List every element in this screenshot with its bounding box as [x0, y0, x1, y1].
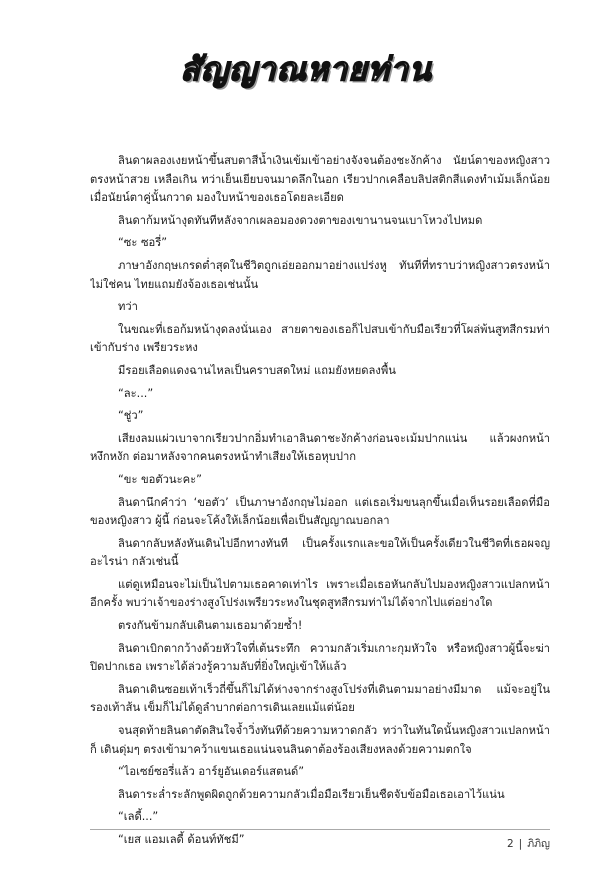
paragraph: ภาษาอังกฤษเกรดต่ำสุดในชีวิตถูกเอ่ยออกมาอย่างแปร่งหู ทันทีที่ทราบว่าหญิงสาวตรงหน้าไม่ใช่คน ไทยแถมยังจ้องเธอเช่นนั้น: [90, 258, 550, 291]
paragraph: ลินดากลับหลังหันเดินไปอีกทางทันที เป็นครั้งแรกและขอให้เป็นครั้งเดียวในชีวิตที่เธอผจญอะไรน่า กลัวเช่นนี้: [90, 536, 550, 569]
page-title: สัญญาณหายท่าน: [180, 50, 432, 88]
footer-divider: [90, 829, 550, 830]
paragraph: แต่ดูเหมือนจะไม่เป็นไปตามเธอคาดเท่าไร เพราะเมื่อเธอหันกลับไปมองหญิงสาวแปลกหน้าอีกครั้ง พบว่าเจ้าของร่างสูงโปร่งเพรียวระหงในชุดสูทสีกรมท่าไม่ได้จากไปแต่อย่างใด: [90, 577, 550, 610]
paragraph: ลินดาผลองเงยหน้าขึ้นสบตาสีน้ำเงินเข้มเข้าอย่างจังจนต้องชะงักค้าง นัยน์ตาของหญิงสาวตรงหน้าสวย เหลือเกิน ทว่าเย็นเยียบจนมาดลึกในอก เรียวปากเคลือบลิปสติกสีแดงทำเม้มเล็กน้อยเมื่อนัยน์ตาคู่นั้นกวาด มองใบหน้าของเธอโดยละเอียด: [90, 154, 550, 205]
paragraph: ทว่า: [118, 300, 138, 314]
paragraph: เสียงลมแผ่วเบาจากเรียวปากอิ่มทำเอาลินดาชะงักค้างก่อนจะเม้มปากแน่น แล้วผงกหน้าหงึกหงัก ต่อมาหลังจากคนตรงหน้าทำเสียงให้เธอหุบปาก: [90, 431, 550, 464]
paragraph: ตรงกันข้ามกลับเดินตามเธอมาด้วยซ้ำ!: [118, 619, 303, 633]
paragraph: “ละ...”: [118, 386, 154, 400]
paragraph: “เยส แอมเลดี้ ด้อนท์ทัชมี”: [118, 833, 245, 846]
paragraph: “ไอเซย์ซอรี่แล้ว อาร์ยูอันเดอร์แสตนด์”: [118, 765, 305, 779]
paragraph: “ซะ ซอรี่”: [118, 236, 168, 250]
body-text: [90, 152, 550, 854]
page-footer: [507, 835, 550, 852]
paragraph: มีรอยเลือดแดงฉานไหลเป็นคราบสดใหม่ แถมยังหยดลงพื้น: [118, 363, 396, 377]
author-name: ภิภิญ: [527, 838, 550, 850]
paragraph: ลินดาเดินซอยเท้าเร็วถี่ขึ้นก็ไม่ได้ห่างจากร่างสูงโปร่งที่เดินตามมาอย่างมีมาด แม้จะอยู่ในรองเท้าส้น เข็มก็ไม่ได้ดูลำบากต่อการเดินเลยแม้แต่น้อย: [90, 682, 550, 715]
paragraph: “ขะ ขอตัวนะคะ”: [118, 472, 202, 486]
paragraph: ลินดานึกคำว่า ‘ขอตัว’ เป็นภาษาอังกฤษไม่ออก แต่เธอเริ่มขนลุกขึ้นเมื่อเห็นรอยเลือดที่มือของหญิงสาว ผู้นี้ ก่อนจะโค้งให้เล็กน้อยเพื่อเป็นสัญญาณบอกลา: [90, 495, 550, 528]
paragraph: ลินดาระล่ำระลักพูดผิดถูกด้วยความกลัวเมื่อมือเรียวเย็นชืดจับข้อมือเธอเอาไว้แน่น: [118, 787, 505, 801]
paragraph: “ชู่ว”: [118, 409, 144, 423]
paragraph: ลินดาเบิกตากว้างด้วยหัวใจที่เต้นระทึก ความกลัวเริ่มเกาะกุมหัวใจ หรือหญิงสาวผู้นี้จะฆ่าปิดปากเธอ เพราะได้ล่วงรู้ความลับที่ยิ่งใหญ่เข้าให้แล้ว: [90, 641, 550, 674]
paragraph: ในขณะที่เธอก้มหน้างุดลงนั่นเอง สายตาของเธอก็ไปสบเข้ากับมือเรียวที่โผล่พ้นสูทสีกรมท่าเข้ากับร่าง เพรียวระหง: [90, 322, 550, 355]
paragraph: จนสุดท้ายลินดาตัดสินใจจ้ำวิ่งทันทีด้วยความหวาดกลัว ทว่าในทันใดนั้นหญิงสาวแปลกหน้าก็ เดินดุ่มๆ ตรงเข้ามาคว้าแขนเธอแน่นจนลินดาต้องร้องเสียงหลงด้วยความตกใจ: [90, 724, 550, 756]
paragraph: “เลดี้...”: [118, 810, 159, 824]
page-number: 2: [506, 838, 514, 850]
footer-separator: |: [518, 838, 523, 850]
paragraph: ลินดาก้มหน้างุดทันทีหลังจากเผลอมองดวงตาของเขานานจนเบาโหวงไปหมด: [118, 213, 483, 227]
